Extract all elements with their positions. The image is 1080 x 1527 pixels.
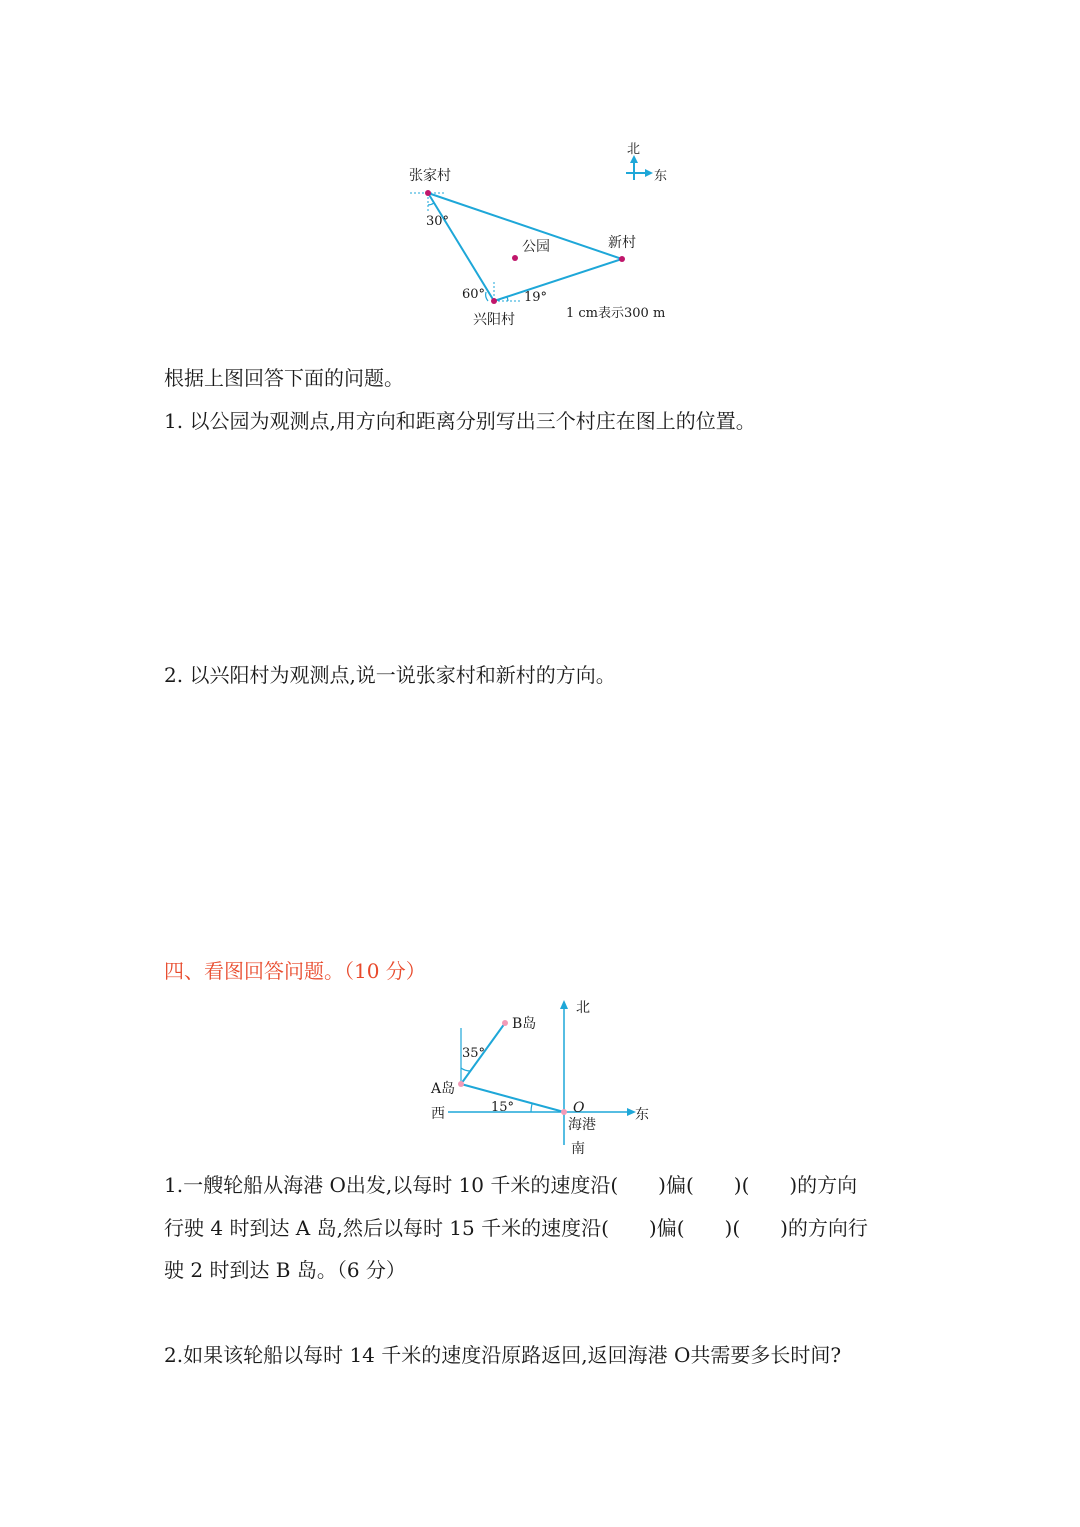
- part4-question-1-line-3: 驶 2 时到达 B 岛。（6 分）: [164, 1258, 406, 1282]
- north-label: 北: [576, 1000, 590, 1016]
- a-island-point: [458, 1081, 464, 1087]
- part4-question-1-line-1: 1.一艘轮船从海港 O出发,以每时 10 千米的速度沿( )偏( )( )的方向: [164, 1173, 858, 1197]
- compass-east-label: 东: [654, 169, 668, 184]
- angle-60-label: 60°: [462, 287, 486, 302]
- gongyuan-label: 公园: [522, 239, 550, 255]
- a-island-label: A岛: [431, 1081, 456, 1097]
- east-label: 东: [635, 1107, 649, 1123]
- angle-arc-35: [461, 1068, 470, 1071]
- zhangjia-point: [425, 190, 431, 196]
- part3-intro: 根据上图回答下面的问题。: [164, 366, 404, 390]
- xincun-point: [619, 256, 625, 262]
- harbor-o-point: [561, 1109, 567, 1115]
- part3-question-1: 1. 以公园为观测点,用方向和距离分别写出三个村庄在图上的位置。: [164, 409, 756, 433]
- south-label: 南: [571, 1141, 585, 1157]
- angle-arc-30: [428, 203, 434, 205]
- angle-35-label: 35°: [462, 1046, 486, 1061]
- part4-question-1-line-2: 行驶 4 时到达 A 岛,然后以每时 15 千米的速度沿( )偏( )( )的方向行: [164, 1216, 868, 1240]
- o-label: O: [573, 1100, 585, 1116]
- angle-19-label: 19°: [524, 290, 548, 305]
- harbor-island-diagram: [0, 990, 1080, 1160]
- village-map-diagram: [0, 0, 1080, 340]
- angle-arc-60: [486, 292, 488, 301]
- part4-title: 四、看图回答问题。（10 分）: [164, 959, 426, 983]
- harbor-label: 海港: [568, 1117, 596, 1133]
- west-label: 西: [431, 1106, 445, 1122]
- zhangjia-label: 张家村: [409, 168, 451, 184]
- b-island-label: B岛: [512, 1016, 537, 1032]
- compass-icon: [626, 155, 653, 180]
- compass-north-label: 北: [627, 142, 641, 157]
- scale-label: 1 cm表示300 m: [566, 306, 666, 321]
- gongyuan-point: [512, 255, 518, 261]
- xingyang-label: 兴阳村: [473, 312, 515, 328]
- angle-arc-19: [507, 297, 508, 301]
- xincun-label: 新村: [608, 235, 636, 251]
- part4-question-2: 2.如果该轮船以每时 14 千米的速度沿原路返回,返回海港 O共需要多长时间?: [164, 1343, 842, 1367]
- angle-15-label: 15°: [491, 1100, 515, 1115]
- angle-arc-15: [531, 1104, 532, 1112]
- angle-30-label: 30°: [426, 214, 450, 229]
- part3-question-2: 2. 以兴阳村为观测点,说一说张家村和新村的方向。: [164, 663, 616, 687]
- north-arrow-icon: [560, 1000, 568, 1009]
- xingyang-point: [491, 298, 497, 304]
- b-island-point: [502, 1020, 508, 1026]
